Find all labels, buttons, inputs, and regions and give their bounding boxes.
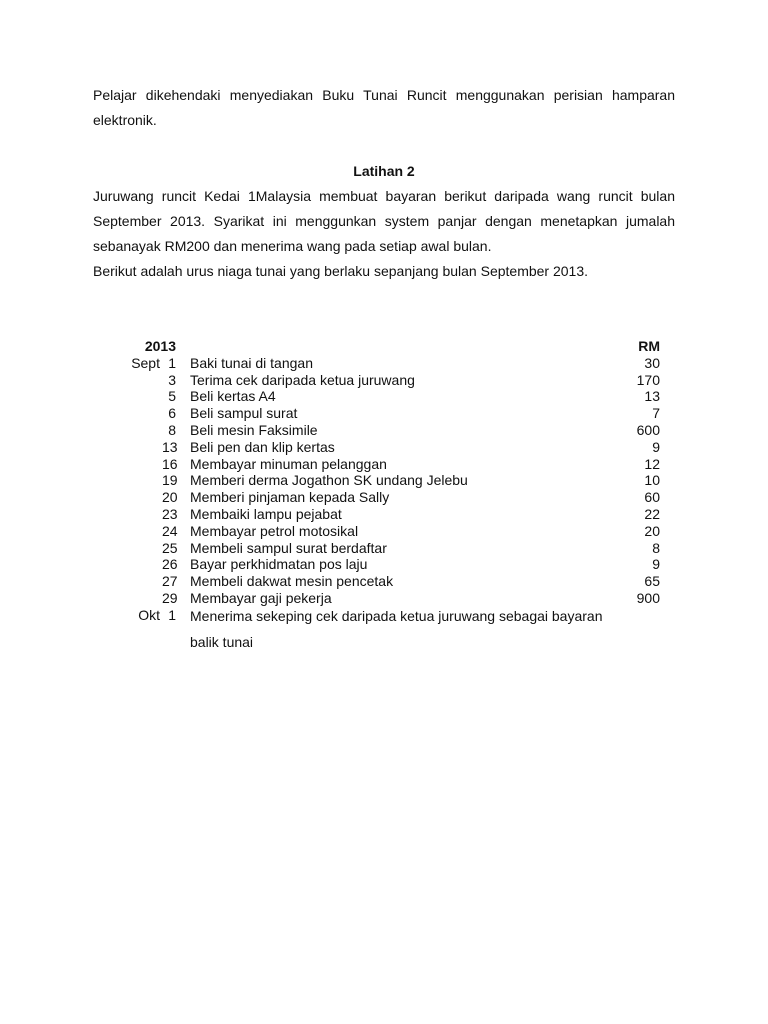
description-cell: Bayar perkhidmatan pos laju bbox=[190, 556, 368, 573]
amount-cell: 20 bbox=[644, 522, 660, 539]
day-cell: 5 bbox=[168, 388, 176, 405]
day-cell: 13 bbox=[162, 438, 178, 455]
amount-cell: 12 bbox=[644, 455, 660, 472]
description-cell: Beli kertas A4 bbox=[190, 388, 276, 405]
table-row bbox=[100, 388, 660, 405]
amount-cell: 9 bbox=[652, 438, 660, 455]
body-paragraph-2: Berikut adalah urus niaga tunai yang berlaku sepanjang bulan September 2013. bbox=[93, 263, 589, 279]
description-cell: Beli pen dan klip kertas bbox=[190, 438, 335, 455]
month-cell: Okt bbox=[138, 606, 160, 623]
description-cell: Terima cek daripada ketua juruwang bbox=[190, 371, 415, 388]
exercise-title: Latihan 2 bbox=[353, 163, 415, 179]
amount-cell: 9 bbox=[652, 556, 660, 573]
transactions-table bbox=[100, 338, 660, 655]
amount-cell: 60 bbox=[644, 489, 660, 506]
table-row bbox=[100, 405, 660, 422]
description-cell: Memberi pinjaman kepada Sally bbox=[190, 489, 390, 506]
day-cell: 3 bbox=[168, 371, 176, 388]
body-paragraph-1: Juruwang runcit Kedai 1Malaysia membuat bayaran berikut daripada wang runcit bulan September 2013. Syarikat ini menggunkan system panjar dengan menetapkan jumalah sebanayak RM200 dan menerima wang pada setiap awal bulan. bbox=[93, 188, 675, 254]
table-row bbox=[100, 489, 660, 506]
table-row bbox=[100, 456, 660, 473]
description-cell: Membayar gaji pekerja bbox=[190, 589, 332, 606]
month-cell: Sept bbox=[131, 354, 160, 371]
table-row bbox=[100, 472, 660, 489]
amount-cell: 600 bbox=[636, 421, 660, 438]
amount-cell: 170 bbox=[636, 371, 660, 388]
description-cell: Beli mesin Faksimile bbox=[190, 421, 318, 438]
day-cell: 1 bbox=[168, 606, 176, 623]
table-row bbox=[100, 607, 660, 655]
description-cell: Membaiki lampu pejabat bbox=[190, 505, 342, 522]
day-cell: 1 bbox=[168, 354, 176, 371]
day-cell: 24 bbox=[162, 522, 178, 539]
table-row bbox=[100, 556, 660, 573]
intro-paragraph: Pelajar dikehendaki menyediakan Buku Tunai Runcit menggunakan perisian hamparan elektronik. bbox=[93, 87, 675, 128]
day-cell: 23 bbox=[162, 505, 178, 522]
table-row bbox=[100, 523, 660, 540]
day-cell: 16 bbox=[162, 455, 178, 472]
table-row bbox=[100, 439, 660, 456]
amount-cell: 30 bbox=[644, 354, 660, 371]
amount-cell: 22 bbox=[644, 505, 660, 522]
day-cell: 29 bbox=[162, 589, 178, 606]
day-cell: 20 bbox=[162, 489, 178, 506]
day-cell: 6 bbox=[168, 405, 176, 422]
description-cell: Menerima sekeping cek daripada ketua juruwang sebagai bayaran balik tunai bbox=[190, 607, 603, 650]
day-cell: 19 bbox=[162, 472, 178, 489]
amount-header: RM bbox=[638, 338, 660, 354]
table-row bbox=[100, 506, 660, 523]
description-cell: Membayar petrol motosikal bbox=[190, 522, 359, 539]
amount-cell: 10 bbox=[644, 472, 660, 489]
table-row bbox=[100, 573, 660, 590]
amount-cell: 900 bbox=[636, 589, 660, 606]
description-cell: Memberi derma Jogathon SK undang Jelebu bbox=[190, 472, 468, 489]
description-cell: Membeli dakwat mesin pencetak bbox=[190, 573, 394, 590]
table-row bbox=[100, 540, 660, 557]
description-cell: Membayar minuman pelanggan bbox=[190, 455, 387, 472]
year-header: 2013 bbox=[144, 338, 176, 354]
table-row bbox=[100, 372, 660, 389]
day-cell: 8 bbox=[168, 421, 176, 438]
table-row bbox=[100, 355, 660, 372]
description-cell: Membeli sampul surat berdaftar bbox=[190, 539, 387, 556]
amount-cell: 65 bbox=[644, 573, 660, 590]
description-cell: Beli sampul surat bbox=[190, 405, 298, 422]
table-row bbox=[100, 422, 660, 439]
amount-cell: 8 bbox=[652, 539, 660, 556]
table-header-row bbox=[100, 338, 660, 355]
amount-cell: 13 bbox=[644, 388, 660, 405]
table-rows bbox=[100, 355, 660, 655]
day-cell: 26 bbox=[162, 556, 178, 573]
day-cell: 27 bbox=[162, 573, 178, 590]
amount-cell: 7 bbox=[652, 405, 660, 422]
description-cell: Baki tunai di tangan bbox=[190, 354, 313, 371]
day-cell: 25 bbox=[162, 539, 178, 556]
